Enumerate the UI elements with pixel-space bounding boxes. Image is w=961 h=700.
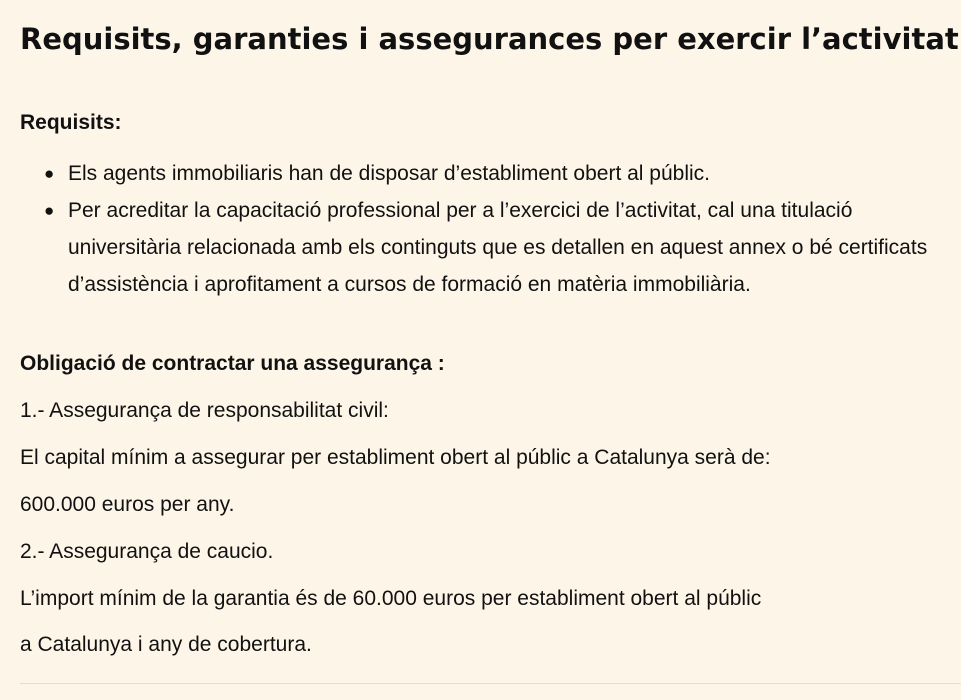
text-line: L’import mínim de la garantia és de 60.000 euros per establiment obert al públic [20, 587, 762, 610]
text-line: a Catalunya i any de cobertura. [20, 633, 312, 656]
assegurances-heading: Obligació de contractar una assegurança : [20, 352, 445, 375]
list-item-text: Per acreditar la capacitació professional per a l’exercici de l’activitat, cal una titulació universitària relacionada amb els continguts que es detallen en aquest annex o bé certificats d’assistència i aprofitament a cursos de formació en matèria immobiliària. [68, 199, 928, 296]
requisits-list [44, 155, 950, 303]
list-item-text: Els agents immobiliaris han de disposar d’establiment obert al públic. [68, 162, 710, 185]
bottom-divider [20, 683, 961, 684]
text-line: 1.- Assegurança de responsabilitat civil: [20, 399, 389, 422]
page-title: Requisits, garanties i assegurances per exercir l’activitat [20, 22, 959, 56]
text-line: El capital mínim a assegurar per establiment obert al públic a Catalunya serà de: [20, 446, 771, 469]
text-line: 2.- Assegurança de caucio. [20, 540, 274, 563]
list-item [44, 192, 950, 303]
requisits-heading: Requisits: [20, 111, 122, 134]
list-item [44, 155, 950, 192]
bullet-icon: ● [44, 201, 55, 220]
text-line: 600.000 euros per any. [20, 493, 235, 516]
bullet-icon: ● [44, 164, 55, 183]
